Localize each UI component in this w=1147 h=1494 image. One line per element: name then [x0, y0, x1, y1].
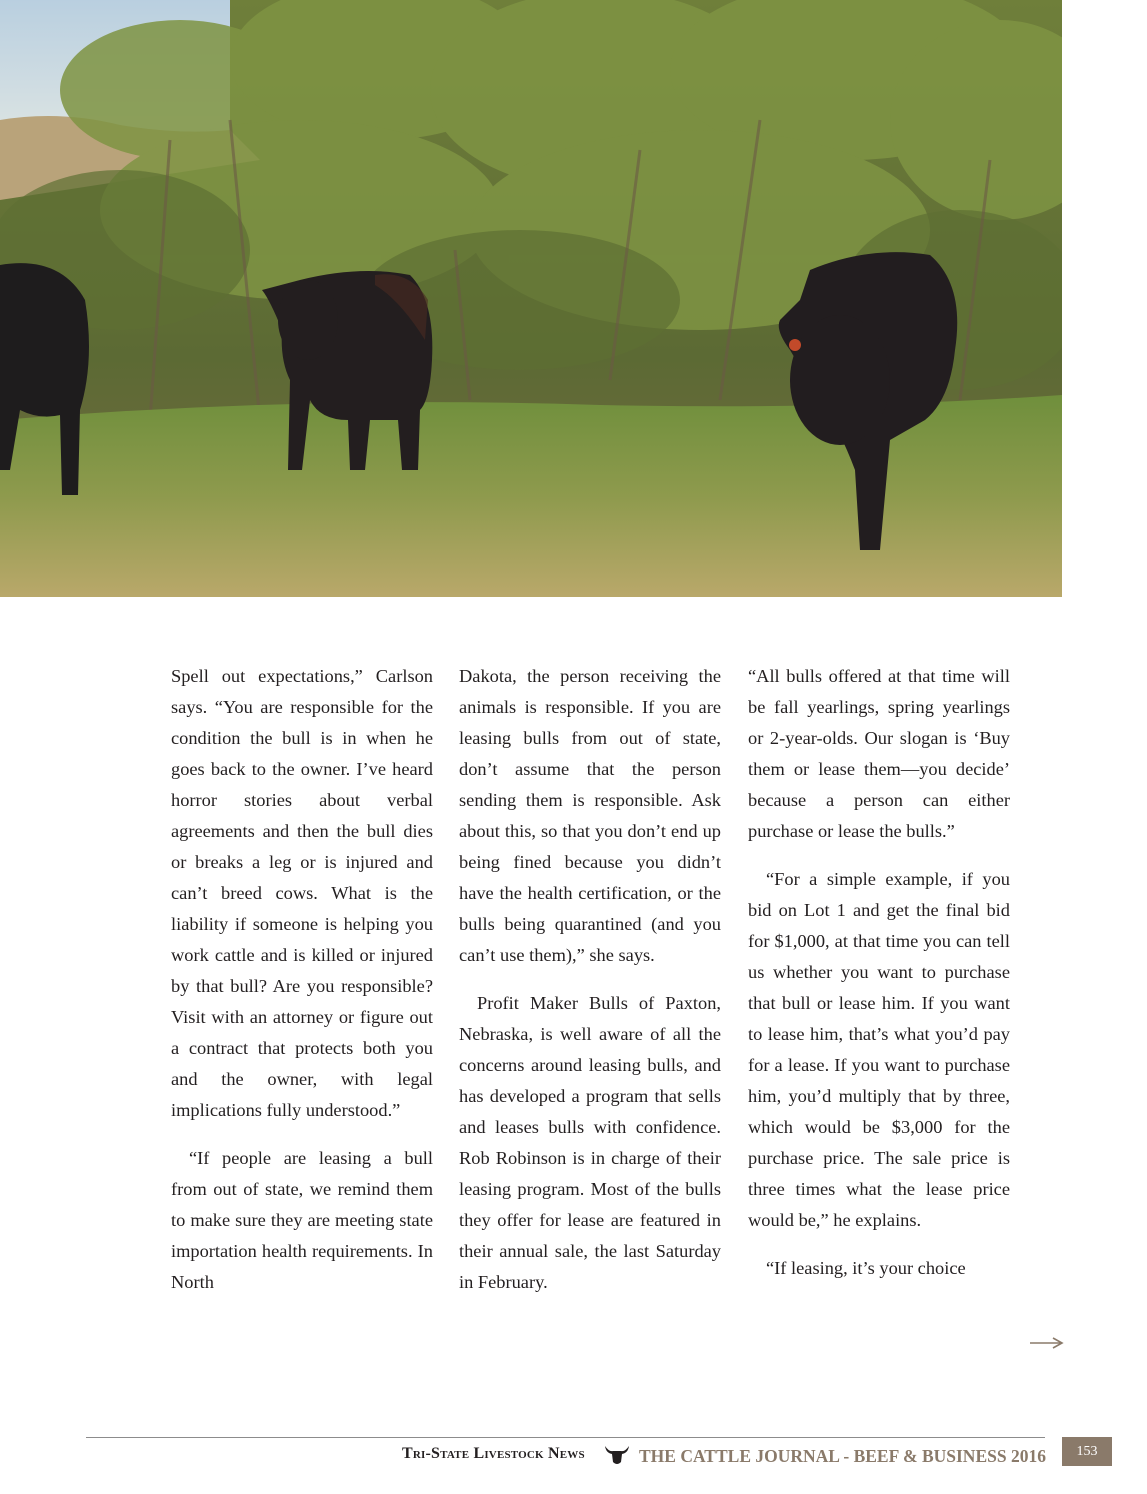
paragraph: “If leasing, it’s your choice: [766, 1258, 966, 1278]
article-column-1: [171, 661, 433, 1315]
article-column-2: [459, 661, 721, 1315]
cattle-photo-illustration: [0, 0, 1062, 597]
paragraph: “All bulls offered at that time will be fall yearlings, spring yearlings or 2-year-olds. Our slogan is ‘Buy them or lease them—you decide’ because a person can either purchase or lease the bulls.”: [748, 666, 1010, 841]
arrow-right-icon: [1029, 1333, 1065, 1353]
footer-divider: [86, 1437, 1045, 1438]
bull-head-icon: [603, 1443, 631, 1467]
paragraph: “If people are leasing a bull from out of state, we remind them to make sure they are meeting state importation health requirements. In North: [171, 1148, 433, 1292]
paragraph: “For a simple example, if you bid on Lot 1 and get the final bid for $1,000, at that time you can tell us whether you want to purchase that bull or lease him. If you want to lease him, that’s what you’d pay for a lease. If you want to purchase him, you’d multiply that by three, which would be $3,000 for the purchase price. The sale price is three times what the lease price would be,” he explains.: [748, 869, 1010, 1230]
article-column-3: [748, 661, 1010, 1301]
page-number: 153: [1062, 1437, 1112, 1466]
paragraph: Dakota, the person receiving the animals is responsible. If you are leasing bulls from out of state, don’t assume that the person sending them is responsible. Ask about this, so that you don’t end up being fined because you didn’t have the health certification, or the bulls being quarantined (and you can’t use them),” she says.: [459, 666, 721, 965]
paragraph: Spell out expectations,” Carlson says. “You are responsible for the condition the bull is in when he goes back to the owner. I’ve heard horror stories about verbal agreements and then the bull dies or breaks a leg or is injured and can’t breed cows. What is the liability if someone is helping you work cattle and is killed or injured by that bull? Are you responsible? Visit with an attorney or figure out a contract that protects both you and the owner, with legal implications fully understood.”: [171, 666, 433, 1120]
publication-name: Tri-State Livestock News: [402, 1445, 585, 1462]
cattle-photo: [0, 0, 1062, 597]
journal-title: THE CATTLE JOURNAL - BEEF & BUSINESS 2016: [639, 1446, 1046, 1466]
paragraph: Profit Maker Bulls of Paxton, Nebraska, is well aware of all the concerns around leasing bulls, and has developed a program that sells and leases bulls with confidence. Rob Robinson is in charge of their leasing program. Most of the bulls they offer for lease are featured in their annual sale, the last Saturday in February.: [459, 993, 721, 1292]
